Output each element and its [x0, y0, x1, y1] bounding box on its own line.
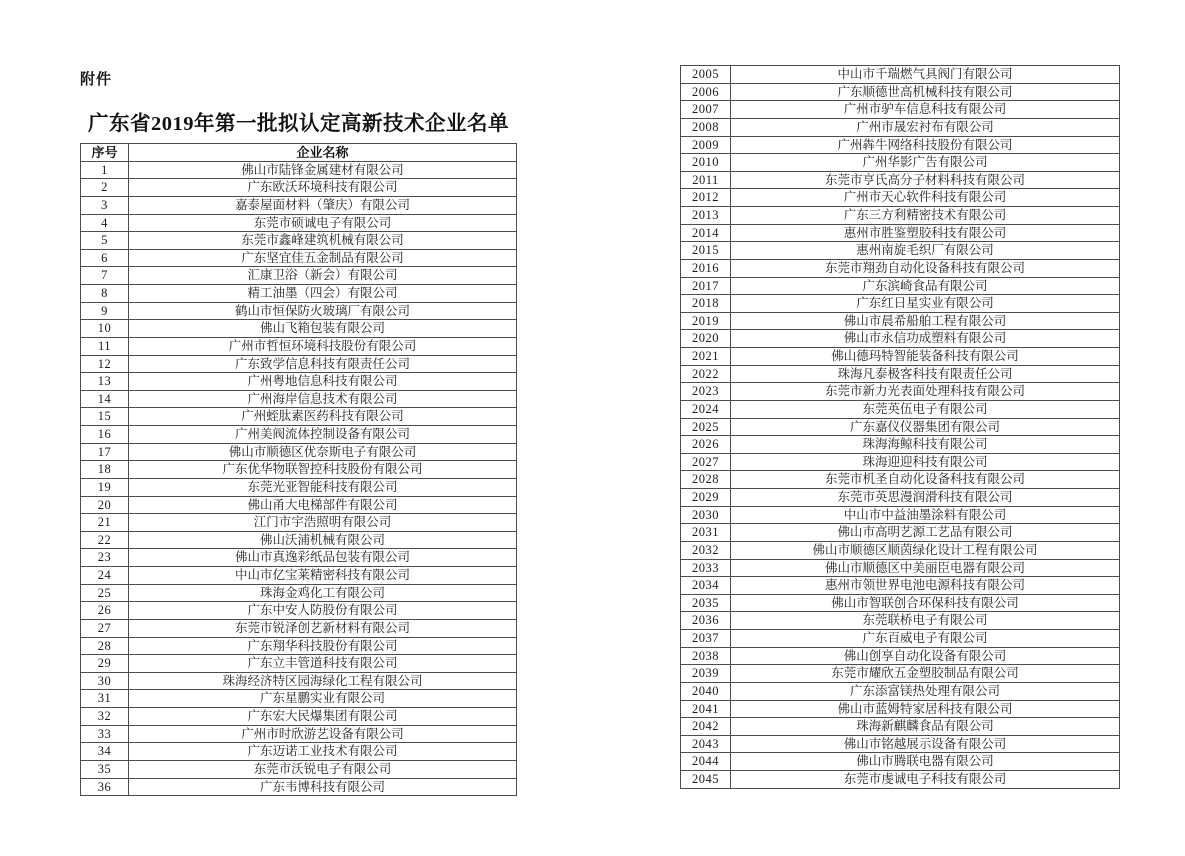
- company-name-cell: 惠州市胜鉴塑胶科技有限公司: [731, 224, 1120, 242]
- row-index-cell: 2032: [681, 541, 731, 559]
- table-header-row: [81, 144, 517, 162]
- table-row: [681, 682, 1120, 700]
- table-row: [681, 735, 1120, 753]
- company-name-cell: 珠海金鸡化工有限公司: [129, 584, 517, 602]
- table-row: [681, 118, 1120, 136]
- company-name-cell: 东莞市机圣自动化设备科技有限公司: [731, 471, 1120, 489]
- table-row: [681, 524, 1120, 542]
- company-name-cell: 珠海迎迎科技有限公司: [731, 453, 1120, 471]
- table-row: [81, 408, 517, 426]
- company-name-cell: 广东致学信息科技有限责任公司: [129, 355, 517, 373]
- row-index-cell: 2: [81, 179, 129, 197]
- row-index-cell: 2012: [681, 189, 731, 207]
- table-row: [681, 753, 1120, 771]
- company-name-cell: 佛山市高明艺源工艺品有限公司: [731, 524, 1120, 542]
- table-row: [81, 355, 517, 373]
- row-index-cell: 2005: [681, 66, 731, 84]
- row-index-cell: 24: [81, 567, 129, 585]
- row-index-cell: 18: [81, 461, 129, 479]
- table-row: [81, 637, 517, 655]
- row-index-cell: 14: [81, 390, 129, 408]
- company-name-cell: 佛山市陆锋金属建材有限公司: [129, 161, 517, 179]
- company-name-cell: 东莞市鑫峰建筑机械有限公司: [129, 232, 517, 250]
- company-name-cell: 佛山创享自动化设备有限公司: [731, 647, 1120, 665]
- row-index-cell: 35: [81, 760, 129, 778]
- row-index-cell: 2026: [681, 436, 731, 454]
- company-name-cell: 广东三方利精密技术有限公司: [731, 207, 1120, 225]
- company-name-cell: 佛山甬大电梯部件有限公司: [129, 496, 517, 514]
- enterprise-table-left: [80, 143, 517, 796]
- table-row: [81, 426, 517, 444]
- row-index-cell: 11: [81, 337, 129, 355]
- table-row: [681, 541, 1120, 559]
- row-index-cell: 5: [81, 232, 129, 250]
- row-index-cell: 16: [81, 426, 129, 444]
- company-name-cell: 佛山市顺德区中美丽臣电器有限公司: [731, 559, 1120, 577]
- row-index-cell: 2023: [681, 383, 731, 401]
- company-name-cell: 佛山市蓝姆特家居科技有限公司: [731, 700, 1120, 718]
- row-index-cell: 2043: [681, 735, 731, 753]
- company-name-cell: 广东坚宜佳五金制品有限公司: [129, 249, 517, 267]
- row-index-cell: 2024: [681, 400, 731, 418]
- table-row: [81, 443, 517, 461]
- company-name-cell: 惠州市领世界电池电源科技有限公司: [731, 577, 1120, 595]
- company-name-cell: 东莞市虔诚电子科技有限公司: [731, 771, 1120, 789]
- table-row: [681, 277, 1120, 295]
- row-index-cell: 2010: [681, 154, 731, 172]
- company-name-cell: 佛山沃浦机械有限公司: [129, 531, 517, 549]
- row-index-cell: 2044: [681, 753, 731, 771]
- row-index-cell: 2027: [681, 453, 731, 471]
- row-index-cell: 2016: [681, 259, 731, 277]
- company-name-cell: 东莞光亚智能科技有限公司: [129, 478, 517, 496]
- row-index-cell: 2008: [681, 118, 731, 136]
- table-row: [81, 708, 517, 726]
- company-name-cell: 东莞市硕诚电子有限公司: [129, 214, 517, 232]
- table-row: [81, 214, 517, 232]
- company-name-cell: 佛山市晨希船舶工程有限公司: [731, 312, 1120, 330]
- table-row: [681, 436, 1120, 454]
- company-name-cell: 广州华影广告有限公司: [731, 154, 1120, 172]
- row-index-cell: 2019: [681, 312, 731, 330]
- company-name-cell: 佛山市智联创合环保科技有限公司: [731, 594, 1120, 612]
- row-index-cell: 9: [81, 302, 129, 320]
- row-index-cell: 2015: [681, 242, 731, 260]
- table-row: [81, 232, 517, 250]
- table-row: [681, 594, 1120, 612]
- company-name-cell: 佛山市真逸彩纸品包装有限公司: [129, 549, 517, 567]
- table-row: [681, 66, 1120, 84]
- company-name-cell: 汇康卫浴（新会）有限公司: [129, 267, 517, 285]
- row-index-cell: 20: [81, 496, 129, 514]
- row-index-cell: 19: [81, 478, 129, 496]
- table-row: [81, 778, 517, 796]
- table-row: [681, 630, 1120, 648]
- table-row: [681, 453, 1120, 471]
- table-row: [81, 249, 517, 267]
- row-index-cell: 26: [81, 602, 129, 620]
- row-index-cell: 2035: [681, 594, 731, 612]
- company-name-cell: 东莞英伍电子有限公司: [731, 400, 1120, 418]
- company-name-cell: 中山市千瑞燃气具阀门有限公司: [731, 66, 1120, 84]
- table-row: [81, 514, 517, 532]
- table-row: [81, 461, 517, 479]
- company-name-cell: 东莞市翔劲自动化设备科技有限公司: [731, 259, 1120, 277]
- company-name-cell: 广东滨崎食品有限公司: [731, 277, 1120, 295]
- company-name-cell: 广州粤地信息科技有限公司: [129, 373, 517, 391]
- company-name-cell: 珠海新麒麟食品有限公司: [731, 718, 1120, 736]
- table-row: [681, 242, 1120, 260]
- table-row: [81, 196, 517, 214]
- row-index-cell: 27: [81, 619, 129, 637]
- row-index-cell: 29: [81, 655, 129, 673]
- company-name-cell: 广州市哲恒环境科技股份有限公司: [129, 337, 517, 355]
- company-name-cell: 中山市中益油墨涂料有限公司: [731, 506, 1120, 524]
- table-row: [681, 718, 1120, 736]
- company-name-cell: 精工油墨（四会）有限公司: [129, 285, 517, 303]
- table-row: [681, 207, 1120, 225]
- enterprise-table-right: [680, 65, 1120, 789]
- row-index-cell: 28: [81, 637, 129, 655]
- row-index-cell: 2014: [681, 224, 731, 242]
- row-index-cell: 32: [81, 708, 129, 726]
- row-index-cell: 12: [81, 355, 129, 373]
- row-index-cell: 23: [81, 549, 129, 567]
- company-name-cell: 珠海经济特区园海绿化工程有限公司: [129, 672, 517, 690]
- table-row: [681, 365, 1120, 383]
- row-index-cell: 2031: [681, 524, 731, 542]
- page-title: 广东省2019年第一批拟认定高新技术企业名单: [88, 113, 509, 135]
- row-index-cell: 2038: [681, 647, 731, 665]
- row-index-cell: 2033: [681, 559, 731, 577]
- table-row: [681, 224, 1120, 242]
- company-name-cell: 广东星鹏实业有限公司: [129, 690, 517, 708]
- table-row: [81, 655, 517, 673]
- table-row: [681, 700, 1120, 718]
- table-row: [681, 506, 1120, 524]
- company-name-cell: 嘉泰屋面材料（肇庆）有限公司: [129, 196, 517, 214]
- row-index-cell: 2039: [681, 665, 731, 683]
- row-index-cell: 15: [81, 408, 129, 426]
- column-header-name: 企业名称: [129, 144, 517, 162]
- table-row: [81, 619, 517, 637]
- table-row: [681, 577, 1120, 595]
- table-row: [681, 665, 1120, 683]
- table-row: [81, 531, 517, 549]
- row-index-cell: 2040: [681, 682, 731, 700]
- row-index-cell: 17: [81, 443, 129, 461]
- table-row: [81, 567, 517, 585]
- row-index-cell: 21: [81, 514, 129, 532]
- company-name-cell: 东莞市亨氏高分子材料科技有限公司: [731, 171, 1120, 189]
- company-name-cell: 东莞市沃锐电子有限公司: [129, 760, 517, 778]
- company-name-cell: 江门市宇浩照明有限公司: [129, 514, 517, 532]
- company-name-cell: 广东中安人防股份有限公司: [129, 602, 517, 620]
- row-index-cell: 3: [81, 196, 129, 214]
- row-index-cell: 2013: [681, 207, 731, 225]
- document-left-page: [80, 68, 517, 796]
- table-row: [681, 612, 1120, 630]
- row-index-cell: 2028: [681, 471, 731, 489]
- company-name-cell: 惠州南旋毛织厂有限公司: [731, 242, 1120, 260]
- company-name-cell: 广东百威电子有限公司: [731, 630, 1120, 648]
- company-name-cell: 广州海岸信息技术有限公司: [129, 390, 517, 408]
- table-row: [681, 330, 1120, 348]
- row-index-cell: 6: [81, 249, 129, 267]
- row-index-cell: 2017: [681, 277, 731, 295]
- table-row: [81, 496, 517, 514]
- company-name-cell: 东莞市锐泽创艺新材料有限公司: [129, 619, 517, 637]
- company-name-cell: 广东立丰管道科技有限公司: [129, 655, 517, 673]
- table-row: [681, 418, 1120, 436]
- row-index-cell: 33: [81, 725, 129, 743]
- table-row: [681, 136, 1120, 154]
- attachment-label: 附件: [80, 71, 113, 88]
- row-index-cell: 7: [81, 267, 129, 285]
- table-row: [681, 489, 1120, 507]
- row-index-cell: 2011: [681, 171, 731, 189]
- company-name-cell: 广东迈诺工业技术有限公司: [129, 743, 517, 761]
- row-index-cell: 30: [81, 672, 129, 690]
- column-header-index: 序号: [81, 144, 129, 162]
- company-name-cell: 中山市亿宝莱精密科技有限公司: [129, 567, 517, 585]
- row-index-cell: 10: [81, 320, 129, 338]
- row-index-cell: 2006: [681, 83, 731, 101]
- company-name-cell: 广东韦博科技有限公司: [129, 778, 517, 796]
- company-name-cell: 广州美阀流体控制设备有限公司: [129, 426, 517, 444]
- company-name-cell: 广东顺德世高机械科技有限公司: [731, 83, 1120, 101]
- table-row: [81, 390, 517, 408]
- row-index-cell: 2025: [681, 418, 731, 436]
- table-row: [81, 320, 517, 338]
- row-index-cell: 2029: [681, 489, 731, 507]
- row-index-cell: 34: [81, 743, 129, 761]
- company-name-cell: 广东翔华科技股份有限公司: [129, 637, 517, 655]
- company-name-cell: 佛山市顺德区优奈斯电子有限公司: [129, 443, 517, 461]
- table-row: [681, 101, 1120, 119]
- table-row: [681, 383, 1120, 401]
- row-index-cell: 13: [81, 373, 129, 391]
- row-index-cell: 2030: [681, 506, 731, 524]
- company-name-cell: 佛山德玛特智能装备科技有限公司: [731, 348, 1120, 366]
- row-index-cell: 2037: [681, 630, 731, 648]
- company-name-cell: 广州蛭肽素医药科技有限公司: [129, 408, 517, 426]
- row-index-cell: 2020: [681, 330, 731, 348]
- table-row: [81, 602, 517, 620]
- table-row: [681, 559, 1120, 577]
- company-name-cell: 广东欧沃环境科技有限公司: [129, 179, 517, 197]
- table-row: [81, 725, 517, 743]
- table-row: [81, 690, 517, 708]
- table-row: [681, 189, 1120, 207]
- table-row: [681, 647, 1120, 665]
- table-row: [81, 478, 517, 496]
- company-name-cell: 东莞市耀欣五金塑胶制品有限公司: [731, 665, 1120, 683]
- table-row: [681, 348, 1120, 366]
- company-name-cell: 广州市晟宏衬布有限公司: [731, 118, 1120, 136]
- table-row: [81, 302, 517, 320]
- table-row: [81, 760, 517, 778]
- company-name-cell: 广东优华物联智控科技股份有限公司: [129, 461, 517, 479]
- table-row: [81, 267, 517, 285]
- table-row: [681, 771, 1120, 789]
- company-name-cell: 佛山市顺德区顺茵绿化设计工程有限公司: [731, 541, 1120, 559]
- table-row: [81, 373, 517, 391]
- company-name-cell: 广东添富镁热处理有限公司: [731, 682, 1120, 700]
- table-row: [681, 295, 1120, 313]
- document-right-page: [680, 65, 1120, 789]
- table-row: [681, 471, 1120, 489]
- company-name-cell: 东莞市新力光表面处理科技有限公司: [731, 383, 1120, 401]
- row-index-cell: 2041: [681, 700, 731, 718]
- row-index-cell: 2018: [681, 295, 731, 313]
- table-row: [81, 179, 517, 197]
- table-row: [81, 672, 517, 690]
- company-name-cell: 珠海海鲸科技有限公司: [731, 436, 1120, 454]
- table-row: [81, 337, 517, 355]
- row-index-cell: 4: [81, 214, 129, 232]
- table-row: [681, 154, 1120, 172]
- company-name-cell: 广东红日星实业有限公司: [731, 295, 1120, 313]
- company-name-cell: 广东嘉仪仪器集团有限公司: [731, 418, 1120, 436]
- row-index-cell: 2036: [681, 612, 731, 630]
- table-row: [681, 259, 1120, 277]
- table-row: [681, 312, 1120, 330]
- company-name-cell: 佛山市腾联电器有限公司: [731, 753, 1120, 771]
- company-name-cell: 鹤山市恒保防火玻璃厂有限公司: [129, 302, 517, 320]
- company-name-cell: 珠海凡泰极客科技有限责任公司: [731, 365, 1120, 383]
- row-index-cell: 22: [81, 531, 129, 549]
- table-row: [81, 584, 517, 602]
- company-name-cell: 广州市时欣游艺设备有限公司: [129, 725, 517, 743]
- table-row: [681, 400, 1120, 418]
- row-index-cell: 2045: [681, 771, 731, 789]
- company-name-cell: 广东宏大民爆集团有限公司: [129, 708, 517, 726]
- company-name-cell: 东莞联桥电子有限公司: [731, 612, 1120, 630]
- row-index-cell: 31: [81, 690, 129, 708]
- row-index-cell: 25: [81, 584, 129, 602]
- row-index-cell: 2009: [681, 136, 731, 154]
- row-index-cell: 8: [81, 285, 129, 303]
- company-name-cell: 广州市天心软件科技有限公司: [731, 189, 1120, 207]
- row-index-cell: 36: [81, 778, 129, 796]
- row-index-cell: 2022: [681, 365, 731, 383]
- company-name-cell: 东莞市英思漫润滑科技有限公司: [731, 489, 1120, 507]
- table-row: [81, 285, 517, 303]
- company-name-cell: 佛山市铭越展示设备有限公司: [731, 735, 1120, 753]
- company-name-cell: 广州市驴车信息科技有限公司: [731, 101, 1120, 119]
- row-index-cell: 2007: [681, 101, 731, 119]
- table-row: [681, 171, 1120, 189]
- row-index-cell: 2021: [681, 348, 731, 366]
- table-row: [81, 743, 517, 761]
- table-row: [681, 83, 1120, 101]
- company-name-cell: 佛山市永信功成塑料有限公司: [731, 330, 1120, 348]
- row-index-cell: 2034: [681, 577, 731, 595]
- table-row: [81, 549, 517, 567]
- table-row: [81, 161, 517, 179]
- row-index-cell: 1: [81, 161, 129, 179]
- row-index-cell: 2042: [681, 718, 731, 736]
- company-name-cell: 广州犇牛网络科技股份有限公司: [731, 136, 1120, 154]
- company-name-cell: 佛山飞箱包装有限公司: [129, 320, 517, 338]
